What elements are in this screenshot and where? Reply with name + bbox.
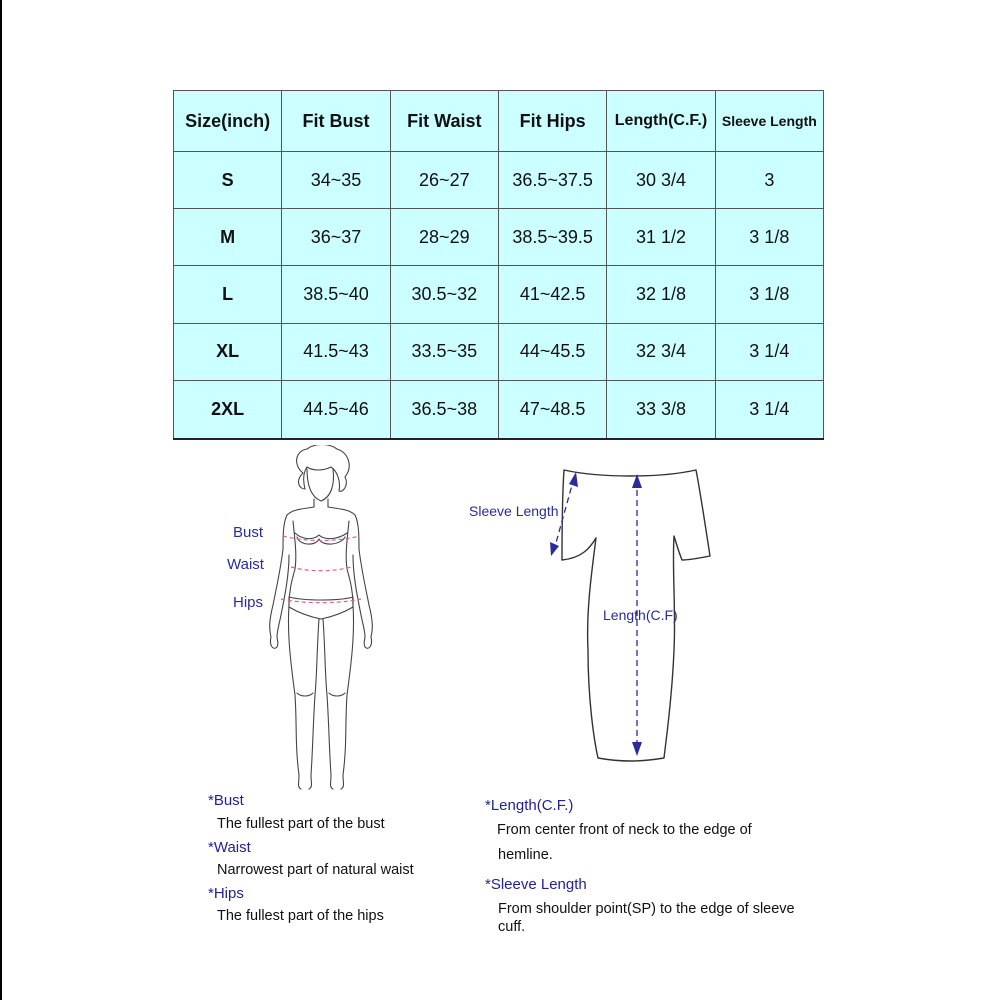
body-label-hips: Hips xyxy=(233,594,264,611)
hips-cell: 47~48.5 xyxy=(498,380,606,439)
waist-cell: 33.5~35 xyxy=(390,323,498,380)
note-hips-term: *Hips xyxy=(208,885,244,902)
sleeve-cell: 3 xyxy=(715,152,823,209)
table-row xyxy=(174,152,824,209)
bust-cell: 41.5~43 xyxy=(282,323,390,380)
table-row xyxy=(174,380,824,439)
header-length: Length(C.F.) xyxy=(607,91,715,152)
note-bust-term: *Bust xyxy=(208,792,244,809)
sleeve-cell: 3 1/4 xyxy=(715,323,823,380)
note-hips-desc: The fullest part of the hips xyxy=(217,908,384,924)
waist-cell: 28~29 xyxy=(390,209,498,266)
header-sleeve-length: Sleeve Length xyxy=(715,91,823,152)
note-length-desc-line1: From center front of neck to the edge of xyxy=(497,822,752,838)
size-cell: S xyxy=(174,152,282,209)
bust-cell: 36~37 xyxy=(282,209,390,266)
size-chart-table xyxy=(173,90,824,440)
bust-cell: 34~35 xyxy=(282,152,390,209)
header-size: Size(inch) xyxy=(174,91,282,152)
header-fit-bust: Fit Bust xyxy=(282,91,390,152)
dress-label-sleeve-length: Sleeve Length xyxy=(469,503,559,519)
table-row xyxy=(174,323,824,380)
note-sleeve-desc-line2: cuff. xyxy=(498,919,526,935)
length-cell: 33 3/8 xyxy=(607,380,715,439)
hips-cell: 36.5~37.5 xyxy=(498,152,606,209)
note-waist-desc: Narrowest part of natural waist xyxy=(217,862,414,878)
table-row xyxy=(174,209,824,266)
sleeve-cell: 3 1/8 xyxy=(715,209,823,266)
header-fit-waist: Fit Waist xyxy=(390,91,498,152)
note-sleeve-term: *Sleeve Length xyxy=(485,876,587,893)
dress-label-length: Length(C.F) xyxy=(603,607,678,623)
length-cell: 32 1/8 xyxy=(607,266,715,323)
note-waist-term: *Waist xyxy=(208,839,251,856)
waist-cell: 30.5~32 xyxy=(390,266,498,323)
hips-cell: 41~42.5 xyxy=(498,266,606,323)
length-cell: 30 3/4 xyxy=(607,152,715,209)
bust-cell: 44.5~46 xyxy=(282,380,390,439)
size-cell: XL xyxy=(174,323,282,380)
hips-cell: 44~45.5 xyxy=(498,323,606,380)
size-cell: 2XL xyxy=(174,380,282,439)
note-bust-desc: The fullest part of the bust xyxy=(217,816,385,832)
waist-cell: 36.5~38 xyxy=(390,380,498,439)
page-edge-rule xyxy=(0,0,2,1000)
body-measurement-figure xyxy=(255,445,385,795)
size-cell: L xyxy=(174,266,282,323)
body-label-bust: Bust xyxy=(233,524,264,541)
body-label-waist: Waist xyxy=(227,556,264,573)
length-cell: 32 3/4 xyxy=(607,323,715,380)
size-cell: M xyxy=(174,209,282,266)
waist-cell: 26~27 xyxy=(390,152,498,209)
hips-cell: 38.5~39.5 xyxy=(498,209,606,266)
table-header-row xyxy=(174,91,824,152)
length-cell: 31 1/2 xyxy=(607,209,715,266)
bust-cell: 38.5~40 xyxy=(282,266,390,323)
note-length-term: *Length(C.F.) xyxy=(485,797,574,814)
note-sleeve-desc-line1: From shoulder point(SP) to the edge of sleeve xyxy=(498,901,795,917)
sleeve-cell: 3 1/8 xyxy=(715,266,823,323)
sleeve-cell: 3 1/4 xyxy=(715,380,823,439)
header-fit-hips: Fit Hips xyxy=(498,91,606,152)
table-row xyxy=(174,266,824,323)
note-length-desc-line2: hemline. xyxy=(498,847,553,863)
